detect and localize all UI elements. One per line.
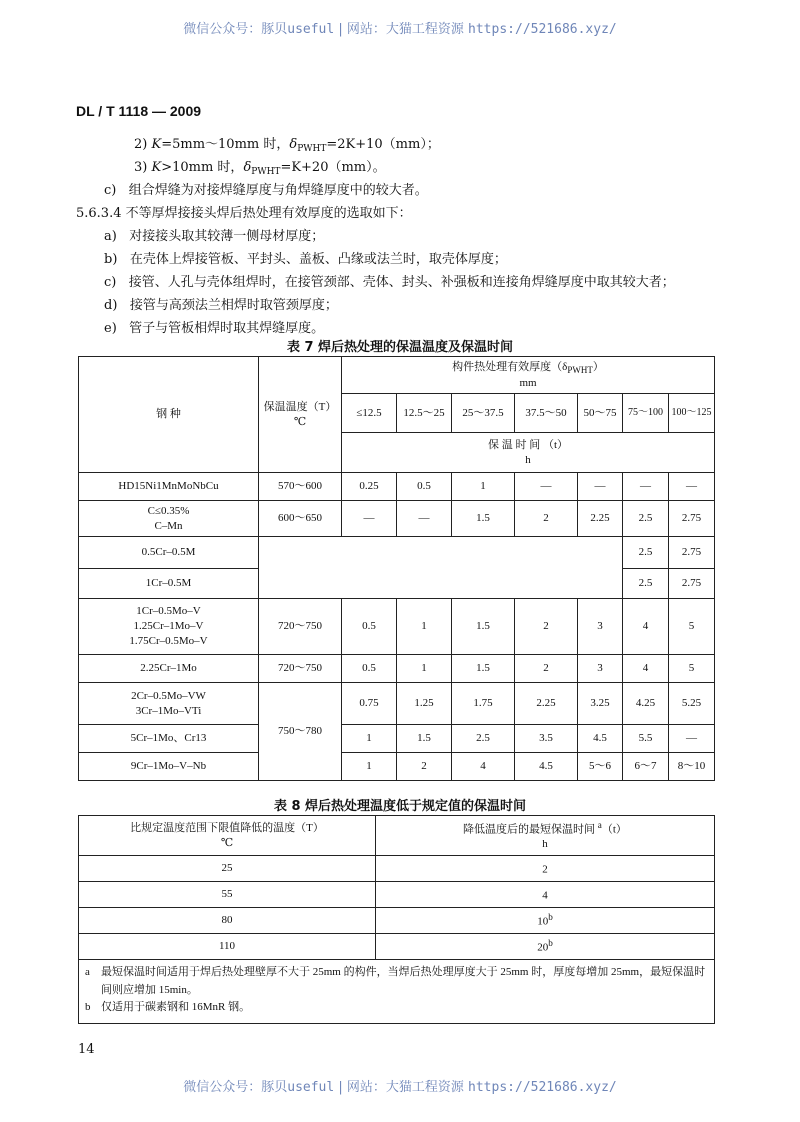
table7-caption: 表 7 焊后热处理的保温温度及保温时间	[286, 340, 514, 355]
watermark-bottom: 微信公众号：豚贝useful | 网站：大猫工程资源 https://521686.xyz/	[183, 1080, 617, 1095]
table-row	[79, 725, 715, 753]
value-cell: 0.75	[342, 683, 397, 725]
table8-notes	[79, 960, 715, 1024]
value-cell: 2.75	[669, 569, 715, 599]
value-cell: 1	[397, 655, 452, 683]
table-row	[79, 856, 715, 882]
value-cell: —	[669, 473, 715, 501]
steel-cell: HD15Ni1MnMoNbCu	[79, 473, 259, 501]
value-cell: 2	[397, 753, 452, 781]
value-cell: 0.5	[397, 473, 452, 501]
value-cell: 2.5	[623, 537, 669, 569]
temp-cell: 720～750	[259, 599, 342, 655]
steel-cell: 0.5Cr–0.5M	[79, 537, 259, 569]
table-row	[79, 882, 715, 908]
text-line-k-range: 2) K=5mm～10mm 时，$\delta_{PWHT}=2K+10(mm)$；	[134, 137, 440, 154]
value-cell: 5	[669, 655, 715, 683]
value-cell: 2.25	[578, 501, 623, 537]
value-cell: 0.5	[342, 655, 397, 683]
table7-thick-col: ≤12.5	[342, 394, 397, 433]
temp-cell: 750～780	[259, 683, 342, 781]
list-item: a) 对接接头取其较薄一侧母材厚度；	[104, 229, 325, 244]
drop-cell: 55	[79, 882, 376, 908]
list-item: b) 在壳体上焊接管板、平封头、盖板、凸缘或法兰时，取壳体厚度；	[104, 252, 507, 267]
table-row	[79, 934, 715, 960]
value-cell: 1.5	[452, 501, 515, 537]
table-row	[79, 683, 715, 725]
table8	[78, 815, 715, 1024]
value-cell: 4.25	[623, 683, 669, 725]
value-cell: —	[623, 473, 669, 501]
value-cell: 4	[623, 655, 669, 683]
table7-thick-col: 37.5～50	[515, 394, 578, 433]
value-cell: 4	[452, 753, 515, 781]
table7	[78, 356, 715, 781]
table-row	[79, 473, 715, 501]
steel-cell: 5Cr–1Mo、Cr13	[79, 725, 259, 753]
value-cell: 1.5	[452, 599, 515, 655]
table7-header-steel: 钢 种	[79, 357, 259, 473]
value-cell: 4	[623, 599, 669, 655]
table8-header-drop: 比规定温度范围下限值降低的温度（T） ℃	[79, 816, 376, 856]
value-cell: 2.25	[515, 683, 578, 725]
table-row	[79, 501, 715, 537]
value-cell: 5	[669, 599, 715, 655]
drop-cell: 80	[79, 908, 376, 934]
document-number: DL / T 1118 — 2009	[76, 103, 202, 119]
value-cell: 2.5	[623, 569, 669, 599]
steel-cell: 1Cr–0.5Mo–V 1.25Cr–1Mo–V 1.75Cr–0.5Mo–V	[79, 599, 259, 655]
value-cell: 2.75	[669, 537, 715, 569]
value-cell: 2.5	[452, 725, 515, 753]
time-cell: 20$^b$	[376, 934, 715, 960]
table-row	[79, 569, 715, 599]
note-a: a 最短保温时间适用于焊后热处理壁厚不大于 25mm 的构件，当焊后热处理厚度大于 25mm 时，厚度每增加 25mm，最短保温时间则应增加 15min。	[85, 966, 706, 996]
table8-header-time: 降低温度后的最短保温时间 $^a$（t） h	[376, 816, 715, 856]
value-cell: 2	[515, 599, 578, 655]
value-cell: 4.5	[578, 725, 623, 753]
value-cell: —	[515, 473, 578, 501]
value-cell: —	[342, 501, 397, 537]
table-row	[79, 655, 715, 683]
time-cell: 10$^b$	[376, 908, 715, 934]
time-cell: 4	[376, 882, 715, 908]
steel-cell: 9Cr–1Mo–V–Nb	[79, 753, 259, 781]
table-row	[79, 753, 715, 781]
blank-cell	[259, 537, 623, 569]
value-cell: 2	[515, 655, 578, 683]
value-cell: 1.5	[452, 655, 515, 683]
value-cell: 3.5	[515, 725, 578, 753]
value-cell: 4.5	[515, 753, 578, 781]
table8-caption: 表 8 焊后热处理温度低于规定值的保温时间	[273, 799, 527, 814]
table-row	[79, 908, 715, 934]
watermark-top: 微信公众号：豚贝useful | 网站：大猫工程资源 https://521686.xyz/	[183, 22, 617, 37]
value-cell: —	[669, 725, 715, 753]
value-cell: 5～6	[578, 753, 623, 781]
steel-cell: 1Cr–0.5M	[79, 569, 259, 599]
value-cell: 3	[578, 599, 623, 655]
temp-cell: 600～650	[259, 501, 342, 537]
page-number: 14	[78, 1042, 95, 1057]
value-cell: 0.25	[342, 473, 397, 501]
value-cell: 2	[515, 501, 578, 537]
value-cell: 2.5	[623, 501, 669, 537]
drop-cell: 25	[79, 856, 376, 882]
table7-header-time: 保 温 时 间 （t） h	[342, 433, 715, 473]
drop-cell: 110	[79, 934, 376, 960]
steel-cell: 2Cr–0.5Mo–VW 3Cr–1Mo–VTi	[79, 683, 259, 725]
table7-header-thickness: 构件热处理有效厚度$(\delta_{PWHT})$ mm	[342, 357, 715, 394]
value-cell: —	[397, 501, 452, 537]
table7-thick-col: 50～75	[578, 394, 623, 433]
value-cell: 1	[342, 725, 397, 753]
table-row	[79, 599, 715, 655]
temp-cell: 570～600	[259, 473, 342, 501]
temp-cell: 720～750	[259, 655, 342, 683]
value-cell: 1.75	[452, 683, 515, 725]
note-b: b 仅适用于碳素钢和 16MnR 钢。	[85, 1001, 251, 1014]
value-cell: 6～7	[623, 753, 669, 781]
steel-cell: 2.25Cr–1Mo	[79, 655, 259, 683]
table7-thick-col: 25～37.5	[452, 394, 515, 433]
value-cell: 1	[397, 599, 452, 655]
value-cell: 0.5	[342, 599, 397, 655]
table-row	[79, 537, 715, 569]
value-cell: 3	[578, 655, 623, 683]
value-cell: 5.5	[623, 725, 669, 753]
list-item: c) 接管、人孔与壳体组焊时，在接管颈部、壳体、封头、补强板和连接角焊缝厚度中取其较大者；	[104, 275, 675, 290]
list-item: d) 接管与高颈法兰相焊时取管颈厚度；	[104, 298, 338, 313]
value-cell: 5.25	[669, 683, 715, 725]
value-cell: 1	[452, 473, 515, 501]
table7-thick-col: 12.5～25	[397, 394, 452, 433]
value-cell: 2.75	[669, 501, 715, 537]
section-heading: 5.6.3.4 不等厚焊接接头焊后热处理有效厚度的选取如下：	[76, 206, 412, 221]
text-line-c: c) 组合焊缝为对接焊缝厚度与角焊缝厚度中的较大者。	[104, 183, 428, 198]
table7-header-temp: 保温温度（T） ℃	[259, 357, 342, 473]
time-cell: 2	[376, 856, 715, 882]
steel-cell: C≤0.35% C–Mn	[79, 501, 259, 537]
list-item: e) 管子与管板相焊时取其焊缝厚度。	[104, 321, 325, 336]
value-cell: 8～10	[669, 753, 715, 781]
value-cell: 1	[342, 753, 397, 781]
value-cell: 1.25	[397, 683, 452, 725]
text-line-k-over: 3) K>10mm 时，$\delta_{PWHT}=K+20(mm)$。	[134, 160, 386, 177]
value-cell: —	[578, 473, 623, 501]
table7-thick-col: 75～100	[623, 394, 669, 433]
value-cell: 1.5	[397, 725, 452, 753]
blank-cell	[259, 569, 623, 599]
value-cell: 3.25	[578, 683, 623, 725]
table7-thick-col: 100～125	[669, 394, 715, 433]
